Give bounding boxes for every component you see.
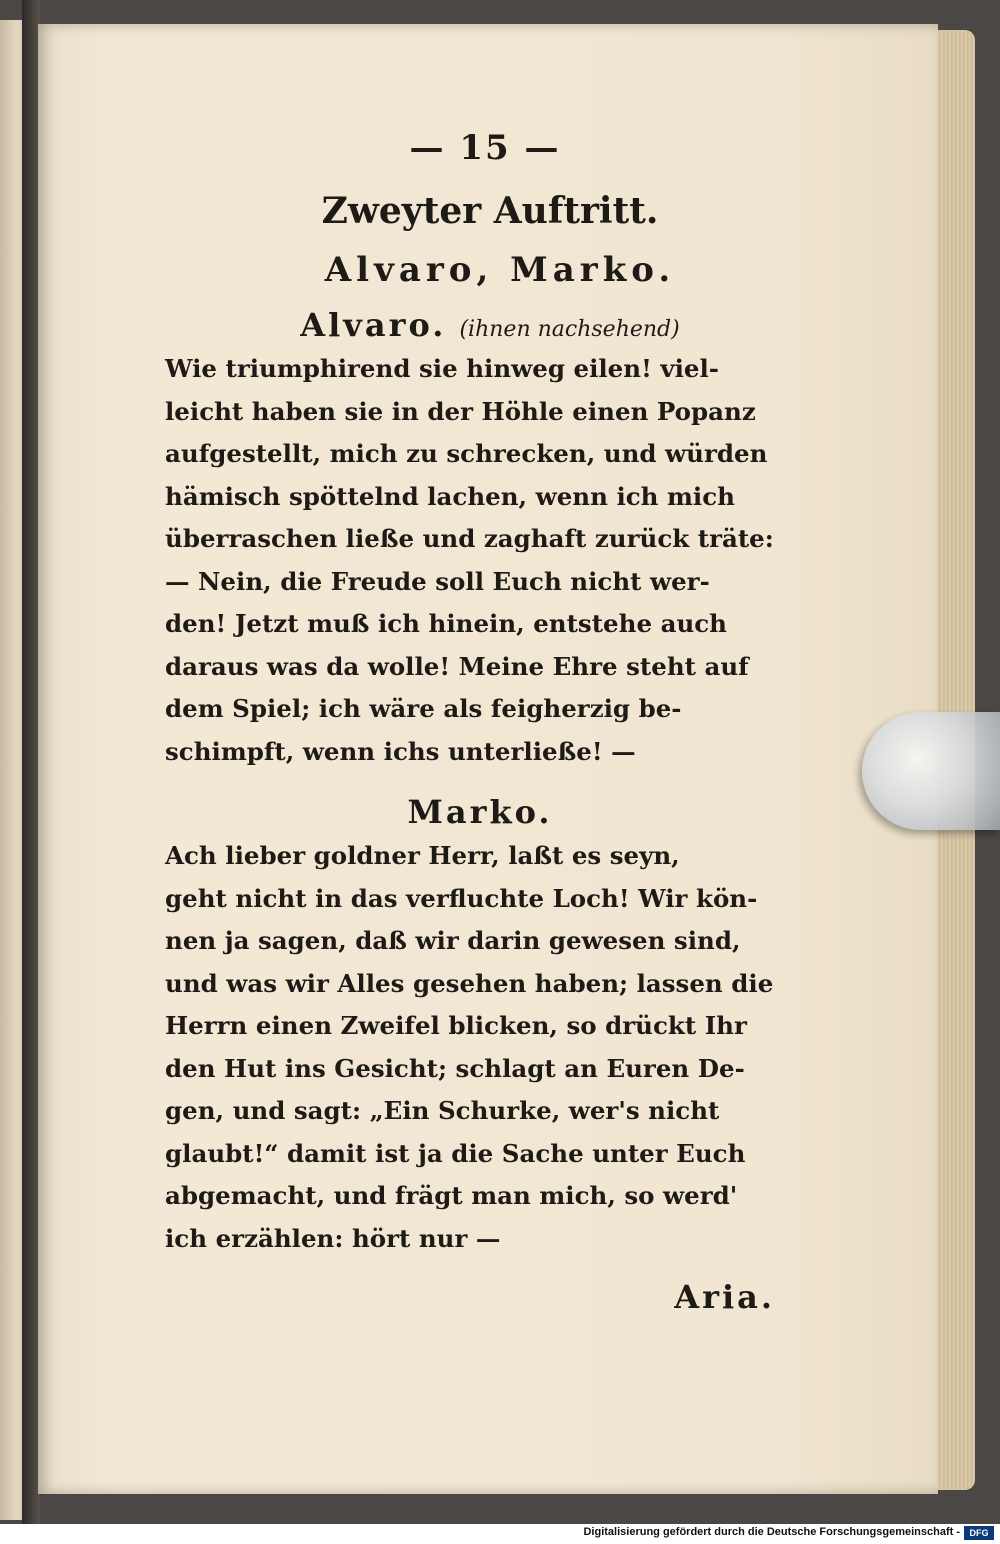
text-line: den Hut ins Gesicht; schlagt an Euren De-: [165, 1053, 745, 1083]
text-line: gen, und sagt: „Ein Schurke, wer's nicht: [165, 1096, 720, 1125]
speech-marko: [165, 835, 775, 1260]
text-line: aufgestellt, mich zu schrecken, und würden: [165, 439, 768, 468]
text-line: Ach lieber goldner Herr, laßt es seyn,: [165, 841, 680, 870]
text-line: hämisch spöttelnd lachen, wenn ich mich: [165, 481, 735, 511]
speech-alvaro: [165, 348, 775, 773]
catchword: Aria.: [674, 1278, 775, 1316]
page-number: — 15 —: [409, 128, 561, 168]
text-line: Wie triumphirend sie hinweg eilen! viel-: [165, 354, 719, 383]
dfg-logo-icon: DFG: [964, 1526, 994, 1540]
stage-direction: (ihnen nachsehend): [459, 317, 680, 342]
text-line: — Nein, die Freude soll Euch nicht wer-: [165, 566, 710, 596]
text-line: dem Spiel; ich wäre als feigherzig be-: [165, 694, 682, 723]
text-line: Herrn einen Zweifel blicken, so drückt Ihr: [165, 1011, 747, 1040]
character-list: Alvaro, Marko.: [324, 250, 676, 290]
text-line: daraus was da wolle! Meine Ehre steht auf: [165, 651, 749, 681]
text-line: und was wir Alles gesehen haben; lassen die: [165, 968, 774, 998]
text-line: geht nicht in das verfluchte Loch! Wir kön-: [165, 883, 758, 913]
footer-bar: [0, 1524, 1000, 1544]
text-line: abgemacht, und frägt man mich, so werd': [165, 1181, 738, 1210]
page-clip: [862, 712, 1000, 830]
text-line: ich erzählen: hört nur —: [165, 1223, 501, 1253]
page-text: [165, 128, 775, 1316]
scene-heading: Zweyter Auftritt.: [321, 190, 659, 232]
text-line: nen ja sagen, daß wir darin gewesen sind,: [165, 926, 741, 955]
text-line: schimpft, wenn ichs unterließe! —: [165, 736, 636, 766]
text-line: überraschen ließe und zaghaft zurück träte:: [165, 524, 774, 553]
speaker-heading-marko: Marko.: [407, 793, 553, 831]
speaker-heading-alvaro: [205, 306, 775, 344]
funding-note: Digitalisierung gefördert durch die Deutsche Forschungsgemeinschaft -: [583, 1526, 960, 1538]
text-line: leicht haben sie in der Höhle einen Popanz: [165, 396, 756, 426]
text-line: den! Jetzt muß ich hinein, entstehe auch: [165, 609, 727, 638]
speaker-name: Alvaro.: [300, 306, 447, 344]
text-line: glaubt!“ damit ist ja die Sache unter Euch: [165, 1138, 746, 1168]
